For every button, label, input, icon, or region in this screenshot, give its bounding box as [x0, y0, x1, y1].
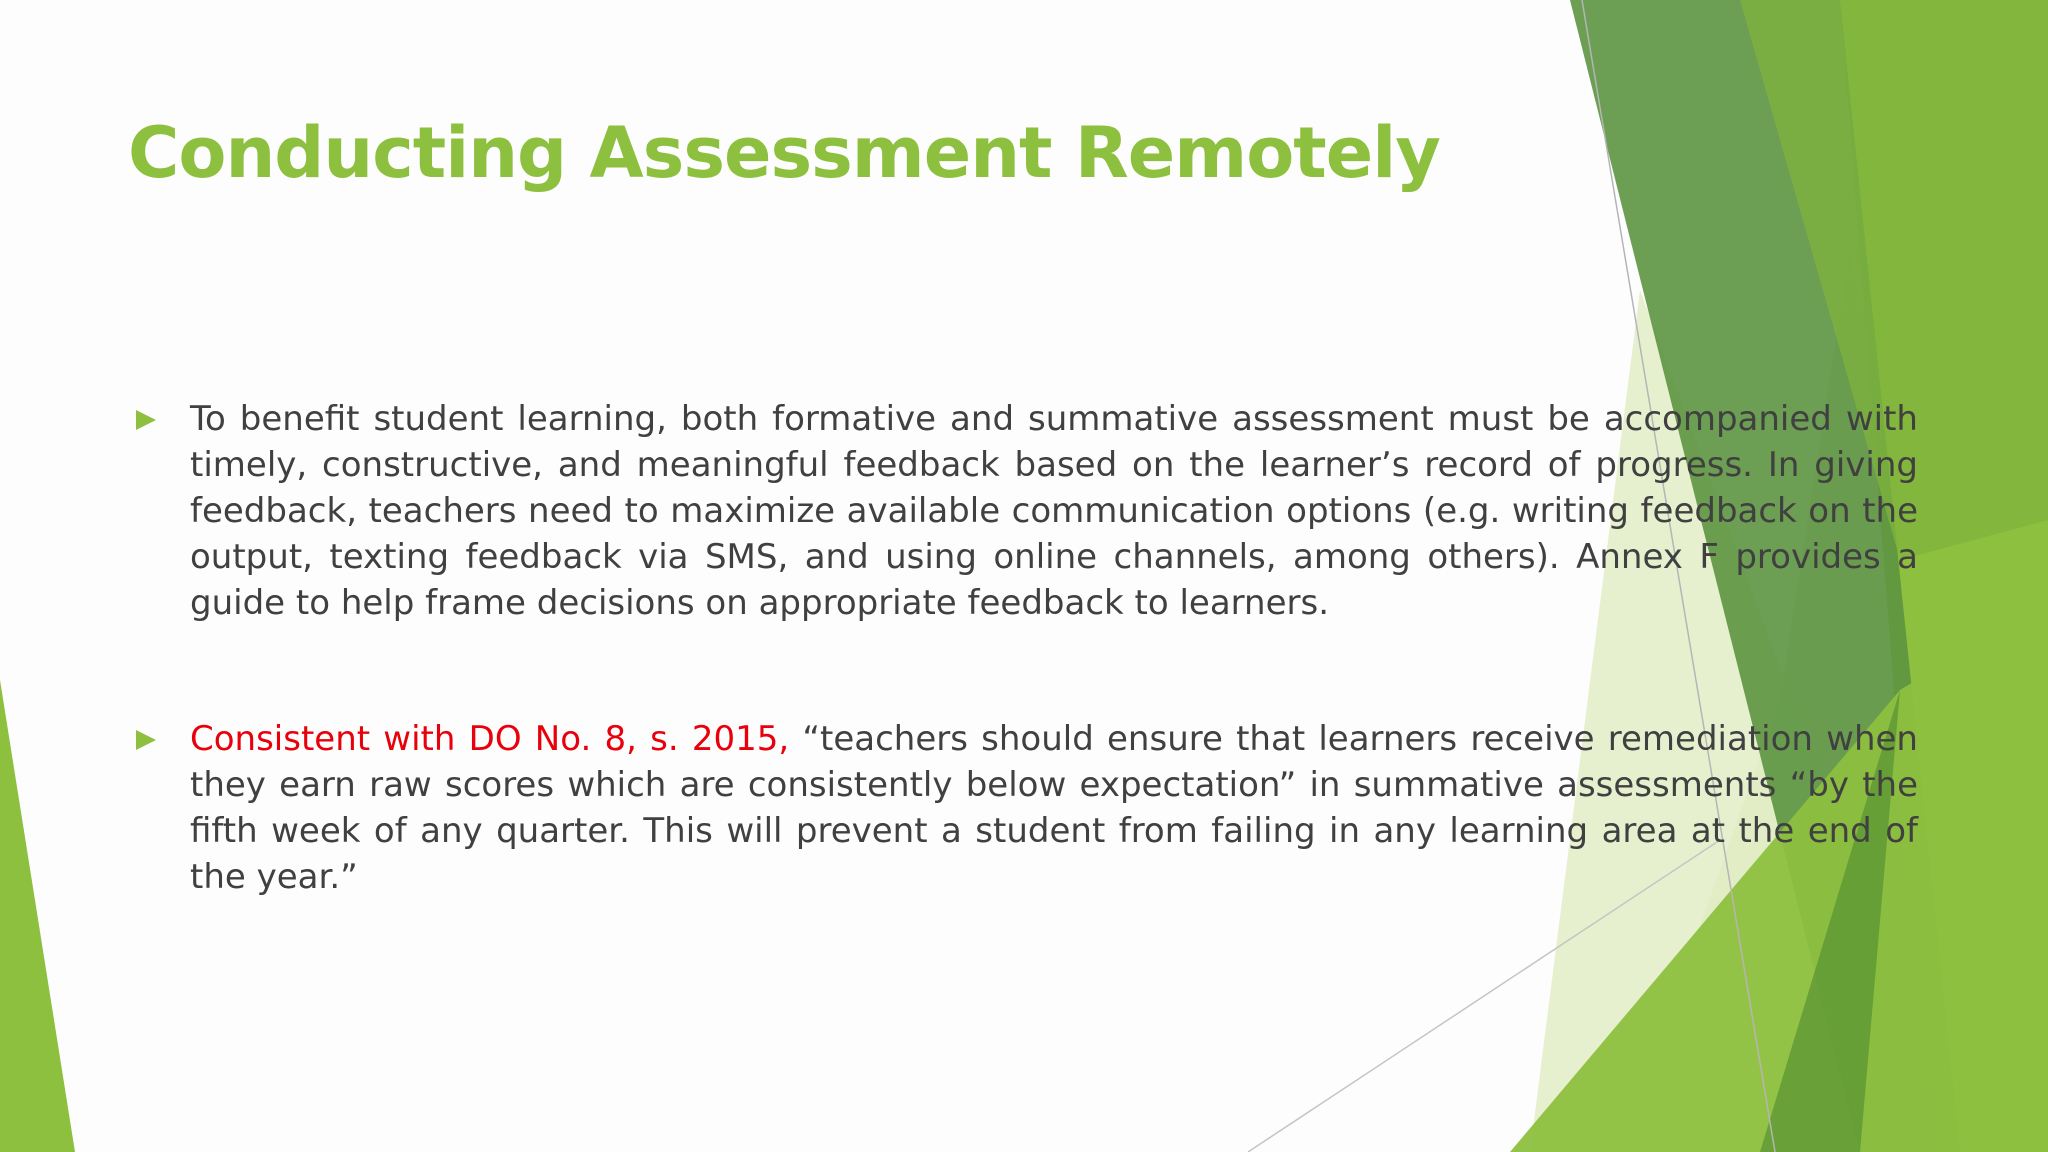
bullet-text [190, 716, 1918, 900]
policy-reference: Consistent with DO No. 8, s. 2015, [190, 719, 790, 759]
slide-title: Conducting Assessment Remotely [128, 112, 1440, 194]
left-green-sliver [0, 680, 75, 1152]
bullet-list [128, 396, 1918, 990]
bullet-text-body: “teachers should ensure that learners receive remediation when they earn raw scores which are consistently below expectation” in summative assessments “by the fifth week of any quarter. This will prevent a student from failing in any learning area at the end of the year.” [190, 719, 1918, 897]
triangle-bullet-icon [134, 728, 158, 752]
triangle-bullet-icon [134, 408, 158, 432]
bullet-item-feedback [128, 396, 1918, 626]
bullet-text: To benefit student learning, both formative and summative assessment must be accompanied with timely, constructive, and meaningful feedback based on the learner’s record of progress. In giving feedback, teachers need to maximize available communication options (e.g. writing feedback on the output, texting feedback via SMS, and using online channels, among others). Annex F provides a guide to help frame decisions on appropriate feedback to learners. [190, 399, 1918, 623]
bullet-item-remediation [128, 716, 1918, 900]
